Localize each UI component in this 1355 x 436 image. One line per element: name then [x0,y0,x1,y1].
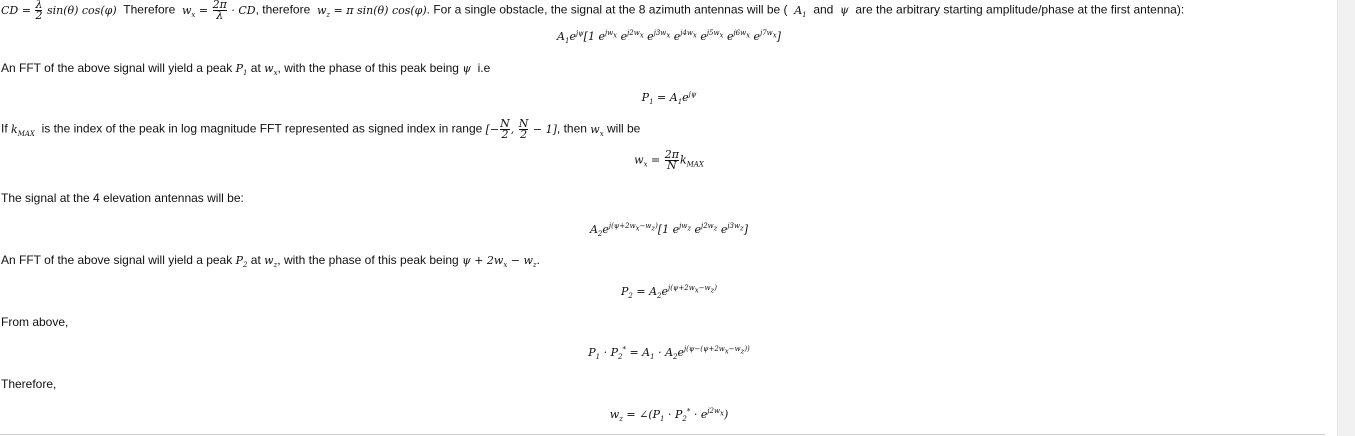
vertical-scrollbar[interactable] [1337,0,1355,436]
text-intro-tail-2: are the arbitrary starting amplitude/phase at the first antenna): [855,2,1185,17]
eq-wx-inline: $w_x$ = $\frac{2\pi}{\lambda}$ · CD [182,0,256,22]
text-and: and [813,2,834,17]
p1-text-b: at [250,61,261,75]
eq-p2-phase: $\psi + 2w_x - w_z$ [462,254,537,270]
kmax-text-b: is the index of the peak in log magnitude FFT represented as signed index in range [41,121,483,136]
eq-p1: $P_1 = A_1e^{j\psi}$ [641,90,697,107]
kmax-text-a: If [1,121,8,136]
eq-azimuth-signal: $A_1e^{j\psi}[1$ $e^{jw_x}$ $e^{j2w_x}$ $e^{j3w_x}$ $e^{j4w_x}$ $e^{j5w_x}$ $e^{j6w_x}$ $e^{j7w_x}$] [557,29,781,46]
var-wx: $w_x$ [264,62,278,78]
var-a1: $A_1$ [794,3,807,19]
text-intro-tail-1: . For a single obstacle, the signal at the 8 azimuth antennas will be ( [426,2,788,17]
intro-line [1,0,1184,21]
var-wx-3: $w_x$ [590,122,604,138]
eq-cd-inline: CD = $\frac{\lambda}{2}$ sin(θ) cos(φ) [1,0,117,22]
p2-text-c: , with the phase of this peak being [277,253,459,267]
var-psi-2: ψ [462,62,471,75]
var-wz: $w_z$ [264,254,278,270]
p1-text-a: An FFT of the above signal will yield a peak [1,61,233,75]
text-therefore-2: , therefore [255,2,311,17]
p2-sentence [1,253,540,268]
eq-product: $P_1 \cdot P_2^* = A_1 \cdot A_2e^{j(\psi-(\psi+2w_x-w_z))}$ [588,345,750,362]
var-kmax: $k_{MAX}$ [11,122,35,138]
p2-text-d: . [536,253,540,267]
p1-text-c: , with the phase of this peak being [277,61,459,75]
kmax-sentence [1,119,640,140]
eq-range: [− $\frac{N}{2}$ , $\frac{N}{2}$ − 1] [485,117,557,141]
bottom-divider [0,434,1325,435]
from-above-text: From above, [1,315,69,329]
p2-text-b: at [250,253,261,267]
text-therefore-1: Therefore [123,2,176,17]
p2-text-a: An FFT of the above signal will yield a peak [1,253,233,267]
eq-wx-kmax: $w_x$ = $\frac{2\pi}{N}$ $k_{MAX}$ [634,148,704,172]
p1-text-d: i.e [477,61,491,75]
p1-sentence [1,61,490,76]
eq-wz: $w_z$ = $\angle(P_1 \cdot P_2^* \cdot e^{j2w_x})$ [609,407,729,424]
kmax-text-c: , then [556,121,587,136]
var-psi: ψ [840,3,849,17]
var-p2: $P_2$ [235,254,248,270]
eq-p2: $P_2 = A_2e^{j(\psi+2w_x-w_z)}$ [621,284,717,301]
therefore-text: Therefore, [1,377,57,391]
var-p1: $P_1$ [235,62,248,78]
eq-elevation-signal: $A_2e^{j(\psi+2w_x-w_z)}[1$ $e^{jw_z}$ $e^{j2w_z}$ $e^{j3w_z}$] [589,222,749,239]
elevation-sentence: The signal at the 4 elevation antennas will be: [1,191,244,205]
kmax-text-d: will be [607,121,641,136]
eq-wx2-inline: $w_z = \pi$ sin(θ) cos(φ) [316,3,427,19]
